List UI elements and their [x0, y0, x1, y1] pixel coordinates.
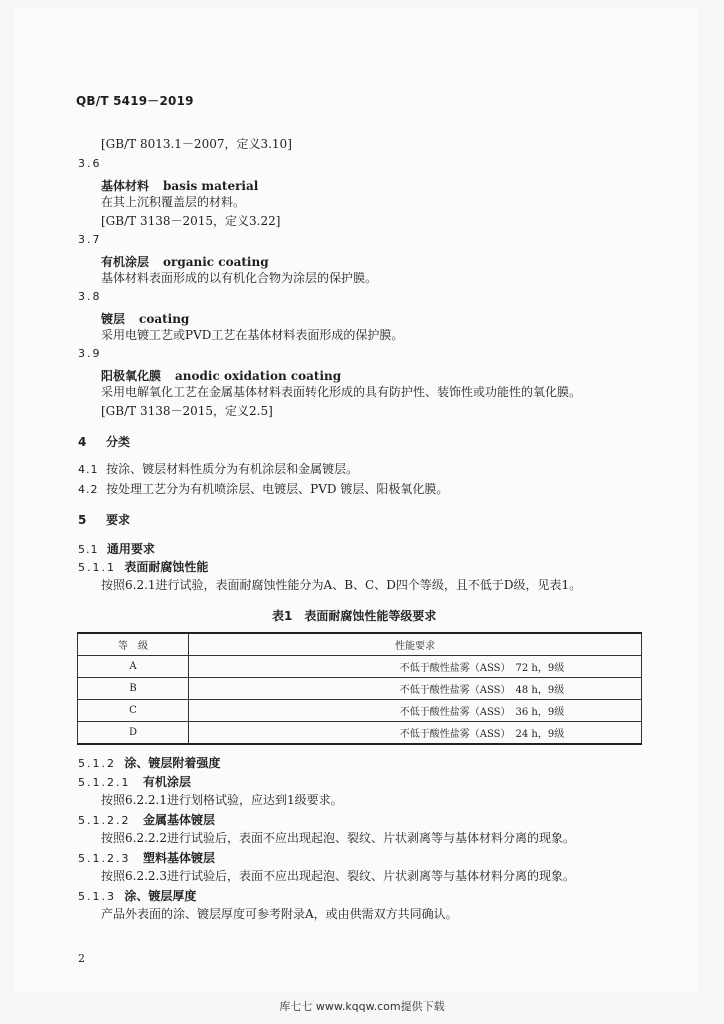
- reference-3-5: [GB/T 8013.1－2007，定义3.10]: [101, 137, 292, 151]
- section-5-1-2-2-number: 5.1.2.2: [78, 814, 131, 827]
- definition-3-9: 采用电解氧化工艺在金属基体材料表面转化形成的具有防护性、装饰性或功能性的氧化膜。: [101, 385, 582, 399]
- section-5-1-title: 通用要求: [106, 542, 155, 556]
- section-5-1-3-title: 涂、镀层厚度: [124, 889, 197, 903]
- definition-3-6: 在其上沉积覆盖层的材料。: [101, 195, 246, 209]
- table-row: [78, 656, 642, 678]
- term-3-8: [101, 308, 189, 327]
- term-3-9: [101, 365, 341, 384]
- section-5-1-2-2-title: 金属基体镀层: [143, 813, 216, 827]
- clause-number-3-8: 3.8: [78, 290, 102, 303]
- table-header-requirement: 性能要求: [189, 633, 642, 656]
- table-header-grade: 等 级: [78, 633, 189, 656]
- clause-4-2-text: 按处理工艺分为有机喷涂层、电镀层、PVD 镀层、阳极氧化膜。: [106, 482, 449, 496]
- section-5-1-2-2-heading: [78, 811, 215, 828]
- clause-4-1-text: 按涂、镀层材料性质分为有机涂层和金属镀层。: [106, 462, 359, 476]
- definition-3-7: 基体材料表面形成的以有机化合物为涂层的保护膜。: [101, 271, 378, 285]
- section-5-1-2-1-heading: [78, 773, 191, 790]
- table-cell-requirement: 不低于酸性盐雾（ASS） 72 h，9级: [189, 656, 642, 678]
- reference-3-6: [GB/T 3138－2015，定义3.22]: [101, 214, 281, 228]
- table-cell-requirement: 不低于酸性盐雾（ASS） 36 h，9级: [189, 700, 642, 722]
- section-5-1-1-text: 按照6.2.1进行试验，表面耐腐蚀性能分为A、B、C、D四个等级，且不低于D级，见表1。: [101, 578, 582, 592]
- page-number: 2: [78, 952, 85, 965]
- table-header-row: [78, 633, 642, 656]
- section-5-1-2-number: 5.1.2: [78, 757, 116, 770]
- term-3-7-en: organic coating: [163, 255, 269, 269]
- table-cell-requirement: 不低于酸性盐雾（ASS） 24 h，9级: [189, 722, 642, 745]
- definition-3-8: 采用电镀工艺或PVD工艺在基体材料表面形成的保护膜。: [101, 328, 404, 342]
- table-cell-grade: B: [78, 678, 189, 700]
- term-3-9-cn: 阳极氧化膜: [101, 369, 162, 383]
- section-5-1-2-2-text: 按照6.2.2.2进行试验后，表面不应出现起泡、裂纹、片状剥离等与基体材料分离的现象。: [101, 831, 575, 845]
- section-5-1-2-3-heading: [78, 849, 215, 866]
- table-caption: 表1 表面耐腐蚀性能等级要求: [272, 609, 437, 623]
- table-cell-grade: A: [78, 656, 189, 678]
- section-5-1-3-number: 5.1.3: [78, 890, 116, 903]
- table-row: [78, 678, 642, 700]
- clause-4-1-number: 4.1: [78, 463, 99, 476]
- clause-4-1: [78, 461, 358, 478]
- section-5-1-1-number: 5.1.1: [78, 561, 116, 574]
- section-5-heading: [78, 511, 130, 528]
- reference-3-9: [GB/T 3138－2015，定义2.5]: [101, 404, 273, 418]
- section-5-1-2-3-text: 按照6.2.2.3进行试验后，表面不应出现起泡、裂纹、片状剥离等与基体材料分离的现象。: [101, 869, 575, 883]
- section-5-1-1-heading: [78, 558, 208, 575]
- section-5-1-3-heading: [78, 887, 196, 904]
- section-5-1-heading: [78, 540, 155, 557]
- table-cell-grade: C: [78, 700, 189, 722]
- section-4-heading: [78, 433, 130, 450]
- footer-download-source[interactable]: 库七七 www.kqqw.com提供下载: [279, 1000, 445, 1013]
- table-cell-grade: D: [78, 722, 189, 745]
- term-3-7-cn: 有机涂层: [101, 255, 150, 269]
- section-5-1-1-title: 表面耐腐蚀性能: [124, 560, 209, 574]
- standard-number: QB/T 5419－2019: [76, 94, 194, 108]
- term-3-8-en: coating: [139, 312, 190, 326]
- term-3-9-en: anodic oxidation coating: [175, 369, 342, 383]
- section-5-1-number: 5.1: [78, 543, 99, 556]
- section-5-1-2-1-text: 按照6.2.2.1进行划格试验，应达到1级要求。: [101, 793, 343, 807]
- section-4-number: 4: [78, 435, 87, 449]
- section-4-title: 分类: [106, 435, 131, 449]
- corrosion-requirements-table: [77, 632, 642, 745]
- term-3-7: [101, 251, 269, 270]
- section-5-1-2-title: 涂、镀层附着强度: [124, 756, 221, 770]
- term-3-6: [101, 175, 258, 194]
- section-5-number: 5: [78, 513, 87, 527]
- section-5-title: 要求: [106, 513, 131, 527]
- clause-number-3-9: 3.9: [78, 347, 102, 360]
- section-5-1-3-text: 产品外表面的涂、镀层厚度可参考附录A，或由供需双方共同确认。: [101, 907, 458, 921]
- clause-4-2-number: 4.2: [78, 483, 99, 496]
- clause-number-3-7: 3.7: [78, 233, 102, 246]
- section-5-1-2-heading: [78, 754, 220, 771]
- table-row: [78, 722, 642, 745]
- term-3-6-cn: 基体材料: [101, 179, 150, 193]
- clause-number-3-6: 3.6: [78, 157, 102, 170]
- section-5-1-2-1-number: 5.1.2.1: [78, 776, 131, 789]
- section-5-1-2-3-number: 5.1.2.3: [78, 852, 131, 865]
- section-5-1-2-1-title: 有机涂层: [143, 775, 192, 789]
- term-3-6-en: basis material: [163, 179, 259, 193]
- term-3-8-cn: 镀层: [101, 312, 126, 326]
- clause-4-2: [78, 481, 448, 498]
- table-row: [78, 700, 642, 722]
- table-cell-requirement: 不低于酸性盐雾（ASS） 48 h，9级: [189, 678, 642, 700]
- section-5-1-2-3-title: 塑料基体镀层: [143, 851, 216, 865]
